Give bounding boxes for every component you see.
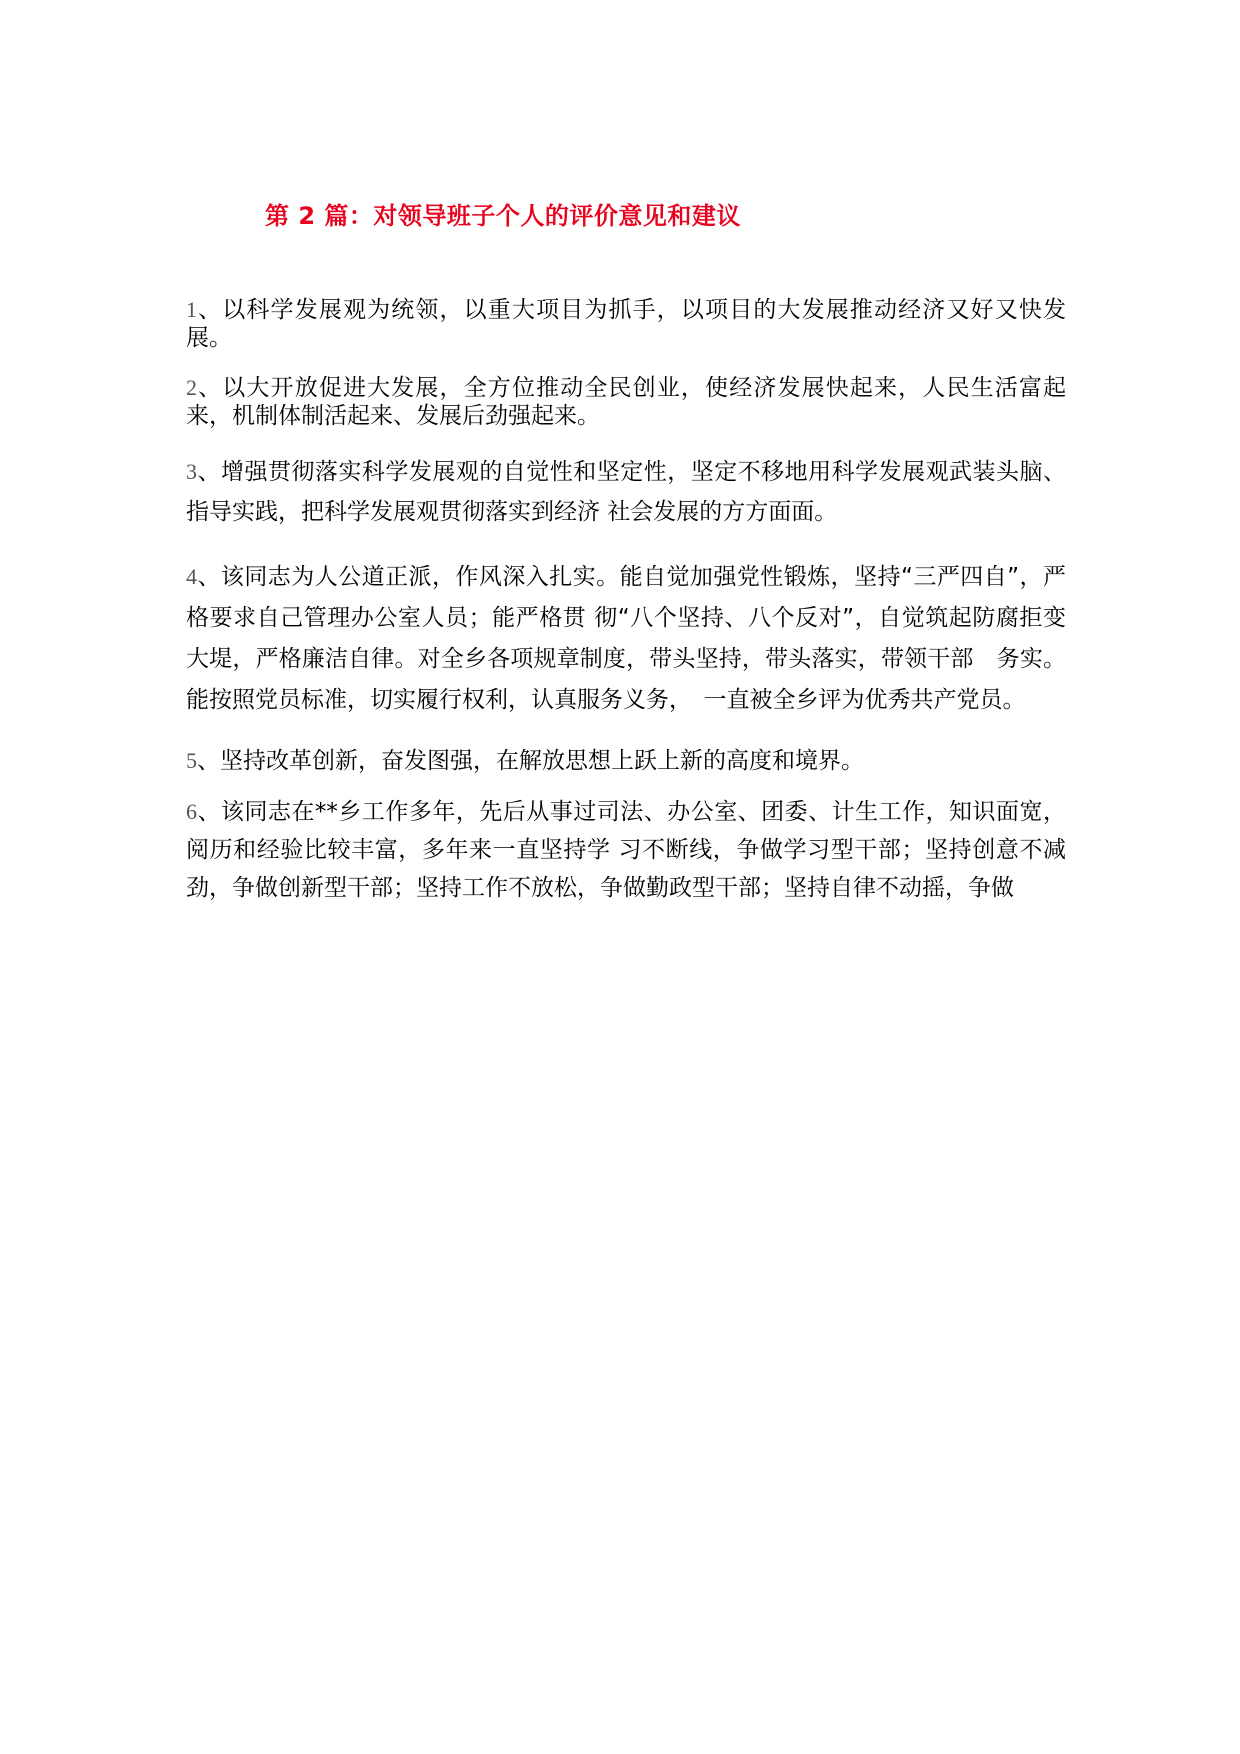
paragraph-3	[186, 452, 1066, 532]
paragraph-number: 4	[186, 564, 197, 589]
paragraph-1	[186, 296, 1066, 352]
document-title: 第 2 篇：对领导班子个人的评价意见和建议	[265, 202, 741, 230]
paragraph-number: 3	[186, 459, 197, 484]
paragraph-number: 1	[186, 297, 197, 322]
paragraph-text: 、该同志为人公道正派，作风深入扎实。能自觉加强党性锻炼，坚持“三严四自”，严格要求自己管理办公室人员；能严格贯 彻“八个坚持、八个反对”，自觉筑起防腐拒变大堤，严格廉洁自律。对全乡各项规章制度，带头坚持，带头落实，带领干部 务实。能按照党员标准，切实履行权利，认真服务义务， 一直被全乡评为优秀共产党员。	[186, 564, 1066, 713]
paragraph-number: 6	[186, 799, 197, 824]
paragraph-text: 、增强贯彻落实科学发展观的自觉性和坚定性，坚定不移地用科学发展观武装头脑、指导实践，把科学发展观贯彻落实到经济 社会发展的方方面面。	[186, 459, 1066, 525]
paragraph-number: 5	[186, 748, 197, 773]
paragraph-5	[186, 747, 1066, 775]
document-body	[186, 296, 1066, 907]
paragraph-text: 、以科学发展观为统领，以重大项目为抓手，以项目的大发展推动经济又好又快发展。	[186, 297, 1066, 351]
paragraph-number: 2	[186, 375, 197, 400]
paragraph-2	[186, 374, 1066, 430]
paragraph-6	[186, 793, 1066, 907]
paragraph-text: 、以大开放促进大发展，全方位推动全民创业，使经济发展快起来，人民生活富起来，机制体制活起来、发展后劲强起来。	[186, 375, 1066, 429]
paragraph-4	[186, 556, 1066, 721]
paragraph-text: 、坚持改革创新，奋发图强，在解放思想上跃上新的高度和境界。	[197, 748, 864, 774]
paragraph-text: 、该同志在**乡工作多年，先后从事过司法、办公室、团委、计生工作，知识面宽，阅历和经验比较丰富，多年来一直坚持学 习不断线，争做学习型干部；坚持创意不减劲，争做创新型干部；坚持工作不放松，争做勤政型干部；坚持自律不动摇，争做	[186, 799, 1066, 901]
